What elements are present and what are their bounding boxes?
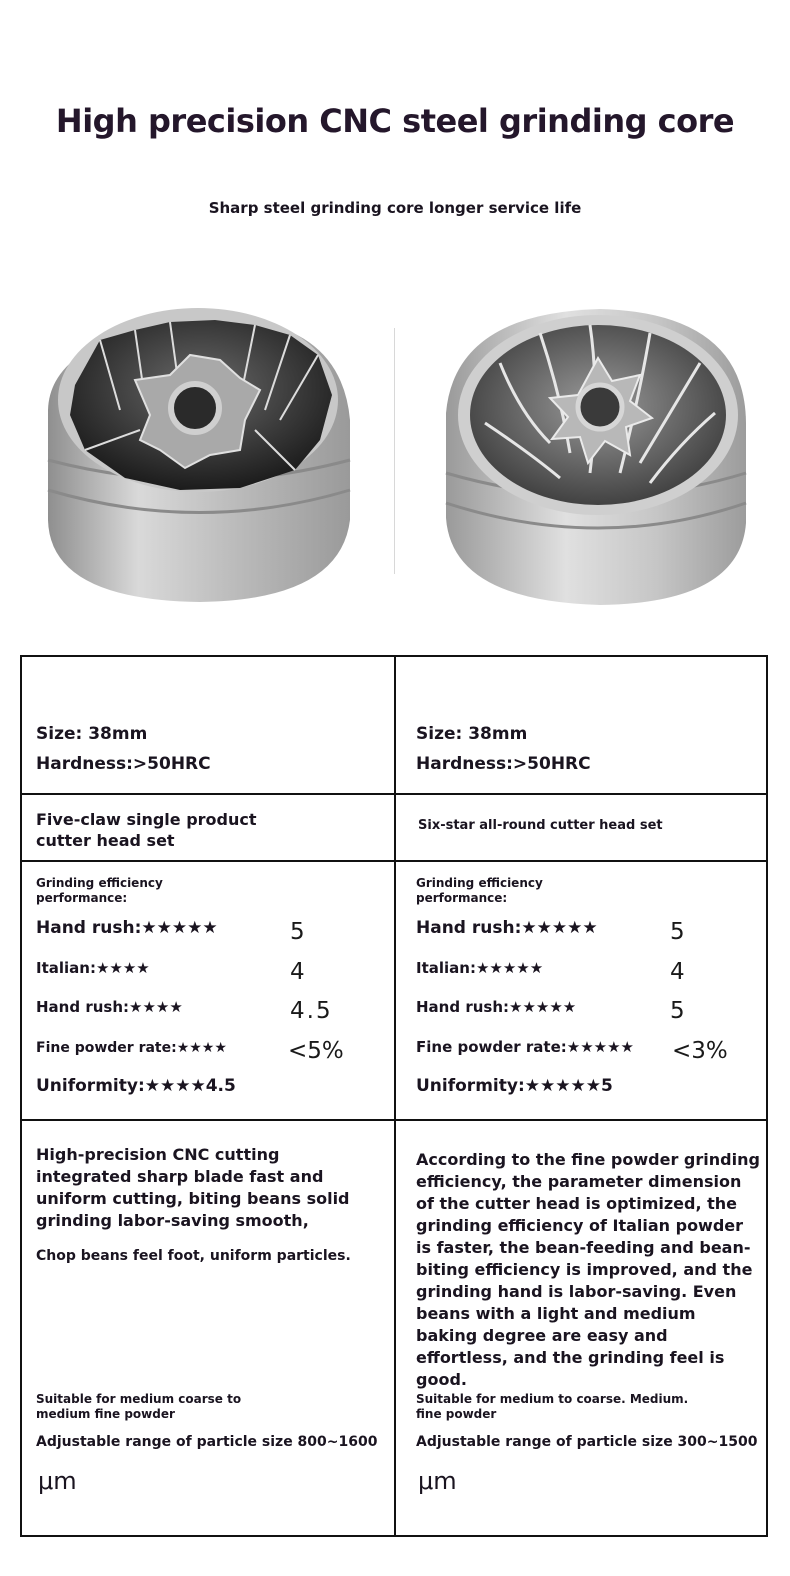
unit-label: μm: [38, 1467, 77, 1495]
uniformity-rating: Uniformity:★★★★★5: [416, 1076, 613, 1096]
unit-label: μm: [418, 1467, 457, 1495]
italian-value: 4: [290, 959, 305, 985]
particle-range: Adjustable range of particle size 800~1600: [36, 1434, 378, 1450]
uniformity-rating: Uniformity:★★★★4.5: [36, 1076, 236, 1096]
product-name: Six-star all-round cutter head set: [418, 818, 663, 833]
row-divider: [22, 793, 766, 795]
five-claw-burr-image: [40, 300, 360, 605]
hand-rush-rating: Hand rush:★★★★★: [416, 918, 598, 938]
product-description: According to the fine powder grinding efficiency, the parameter dimension of the cutter head is optimized, the grinding efficiency of Italian powder is faster, the bean-feeding and bean-biting efficiency is improved, and the grinding hand is labor-saving. Even beans with a light and medium baking degree are easy and effortless, and the grinding feel is good.: [416, 1150, 760, 1389]
italian-value: 4: [670, 959, 685, 985]
perf-title: Grinding efficiency performance:: [36, 876, 163, 905]
hand-rush-value: 5: [290, 919, 305, 945]
row-divider: [22, 1119, 766, 1121]
suitable-grind: Suitable for medium coarse to medium fine powder: [36, 1392, 242, 1421]
spec-table: [20, 655, 768, 1537]
hand-rush-rating: Hand rush:★★★★★: [36, 918, 218, 938]
product-description: High-precision CNC cutting integrated sharp blade fast and uniform cutting, biting beans solid grinding labor-saving smooth,: [36, 1145, 350, 1230]
image-divider: [394, 328, 395, 574]
product-name: Five-claw single product cutter head set: [36, 810, 257, 850]
product-description-extra: Chop beans feel foot, uniform particles.: [36, 1248, 351, 1264]
six-star-burr-image: [440, 303, 752, 608]
size-label: Size: 38mm: [416, 724, 528, 744]
fine-powder-value: <5%: [288, 1038, 344, 1064]
fine-powder-rating: Fine powder rate:★★★★★: [416, 1038, 634, 1056]
suitable-grind: Suitable for medium to coarse. Medium. fine powder: [416, 1392, 689, 1421]
hand-rush-value: 5: [670, 919, 685, 945]
hand-rush-2-value: 5: [670, 998, 685, 1024]
italian-rating: Italian:★★★★: [36, 959, 150, 977]
size-label: Size: 38mm: [36, 724, 148, 744]
hand-rush-2-rating: Hand rush:★★★★★: [416, 998, 577, 1016]
row-divider: [22, 860, 766, 862]
hand-rush-2-value: 4.5: [290, 998, 333, 1024]
hand-rush-2-rating: Hand rush:★★★★: [36, 998, 183, 1016]
particle-range: Adjustable range of particle size 300~1500: [416, 1434, 758, 1450]
perf-title: Grinding efficiency performance:: [416, 876, 543, 905]
hardness-label: Hardness:>50HRC: [36, 754, 211, 774]
italian-rating: Italian:★★★★★: [416, 959, 544, 977]
page-title: High precision CNC steel grinding core: [55, 102, 735, 140]
fine-powder-rating: Fine powder rate:★★★★: [36, 1040, 227, 1056]
page-subtitle: Sharp steel grinding core longer service life: [208, 199, 582, 217]
column-divider: [394, 657, 396, 1535]
fine-powder-value: <3%: [672, 1038, 728, 1064]
hardness-label: Hardness:>50HRC: [416, 754, 591, 774]
